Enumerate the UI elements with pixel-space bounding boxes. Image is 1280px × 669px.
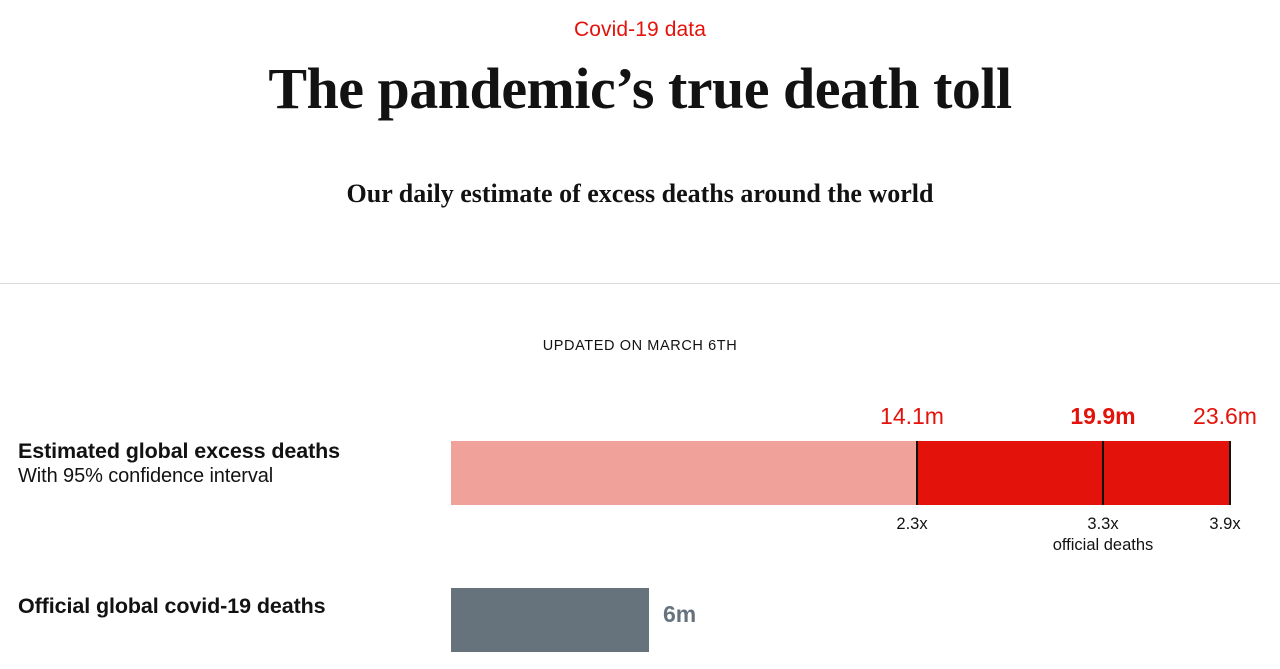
value-label-official-deaths: 6m (663, 601, 697, 627)
updated-timestamp: UPDATED ON MARCH 6TH (542, 338, 738, 354)
value-label-upper-bound: 23.6m (1193, 403, 1257, 429)
page-title: The pandemic’s true death toll (268, 56, 1012, 121)
value-label-lower-bound: 14.1m (880, 403, 944, 429)
row-label-main: Official global covid-19 deaths (18, 594, 326, 618)
tick-central-estimate (1102, 441, 1104, 505)
multiple-label-upper-bound (1209, 515, 1240, 534)
row-label-estimated-excess-deaths (18, 438, 438, 489)
tick-lower-bound (916, 441, 918, 505)
official-deaths-bar (451, 588, 649, 652)
tick-upper-bound (1229, 441, 1231, 505)
bar-plot-area (451, 283, 1257, 669)
multiple-value: 2.3x (896, 515, 928, 533)
page-subtitle: Our daily estimate of excess deaths around the world (346, 179, 934, 208)
value-label-central-estimate: 19.9m (1070, 403, 1136, 429)
kicker: Covid-19 data (573, 18, 707, 41)
excess-deaths-chart (0, 283, 1280, 669)
multiple-caption: official deaths (1052, 536, 1154, 554)
row-label-official-deaths (18, 593, 438, 619)
multiple-label-lower-bound (896, 515, 927, 534)
multiple-value: 3.9x (1209, 515, 1241, 533)
row-label-main: Estimated global excess deaths (18, 439, 341, 463)
page-header (0, 0, 1280, 210)
row-label-sub: With 95% confidence interval (18, 465, 274, 487)
multiple-value: 3.3x (1087, 515, 1119, 533)
point-estimate-bar (917, 441, 1231, 505)
multiple-label-central-estimate (1053, 515, 1154, 555)
